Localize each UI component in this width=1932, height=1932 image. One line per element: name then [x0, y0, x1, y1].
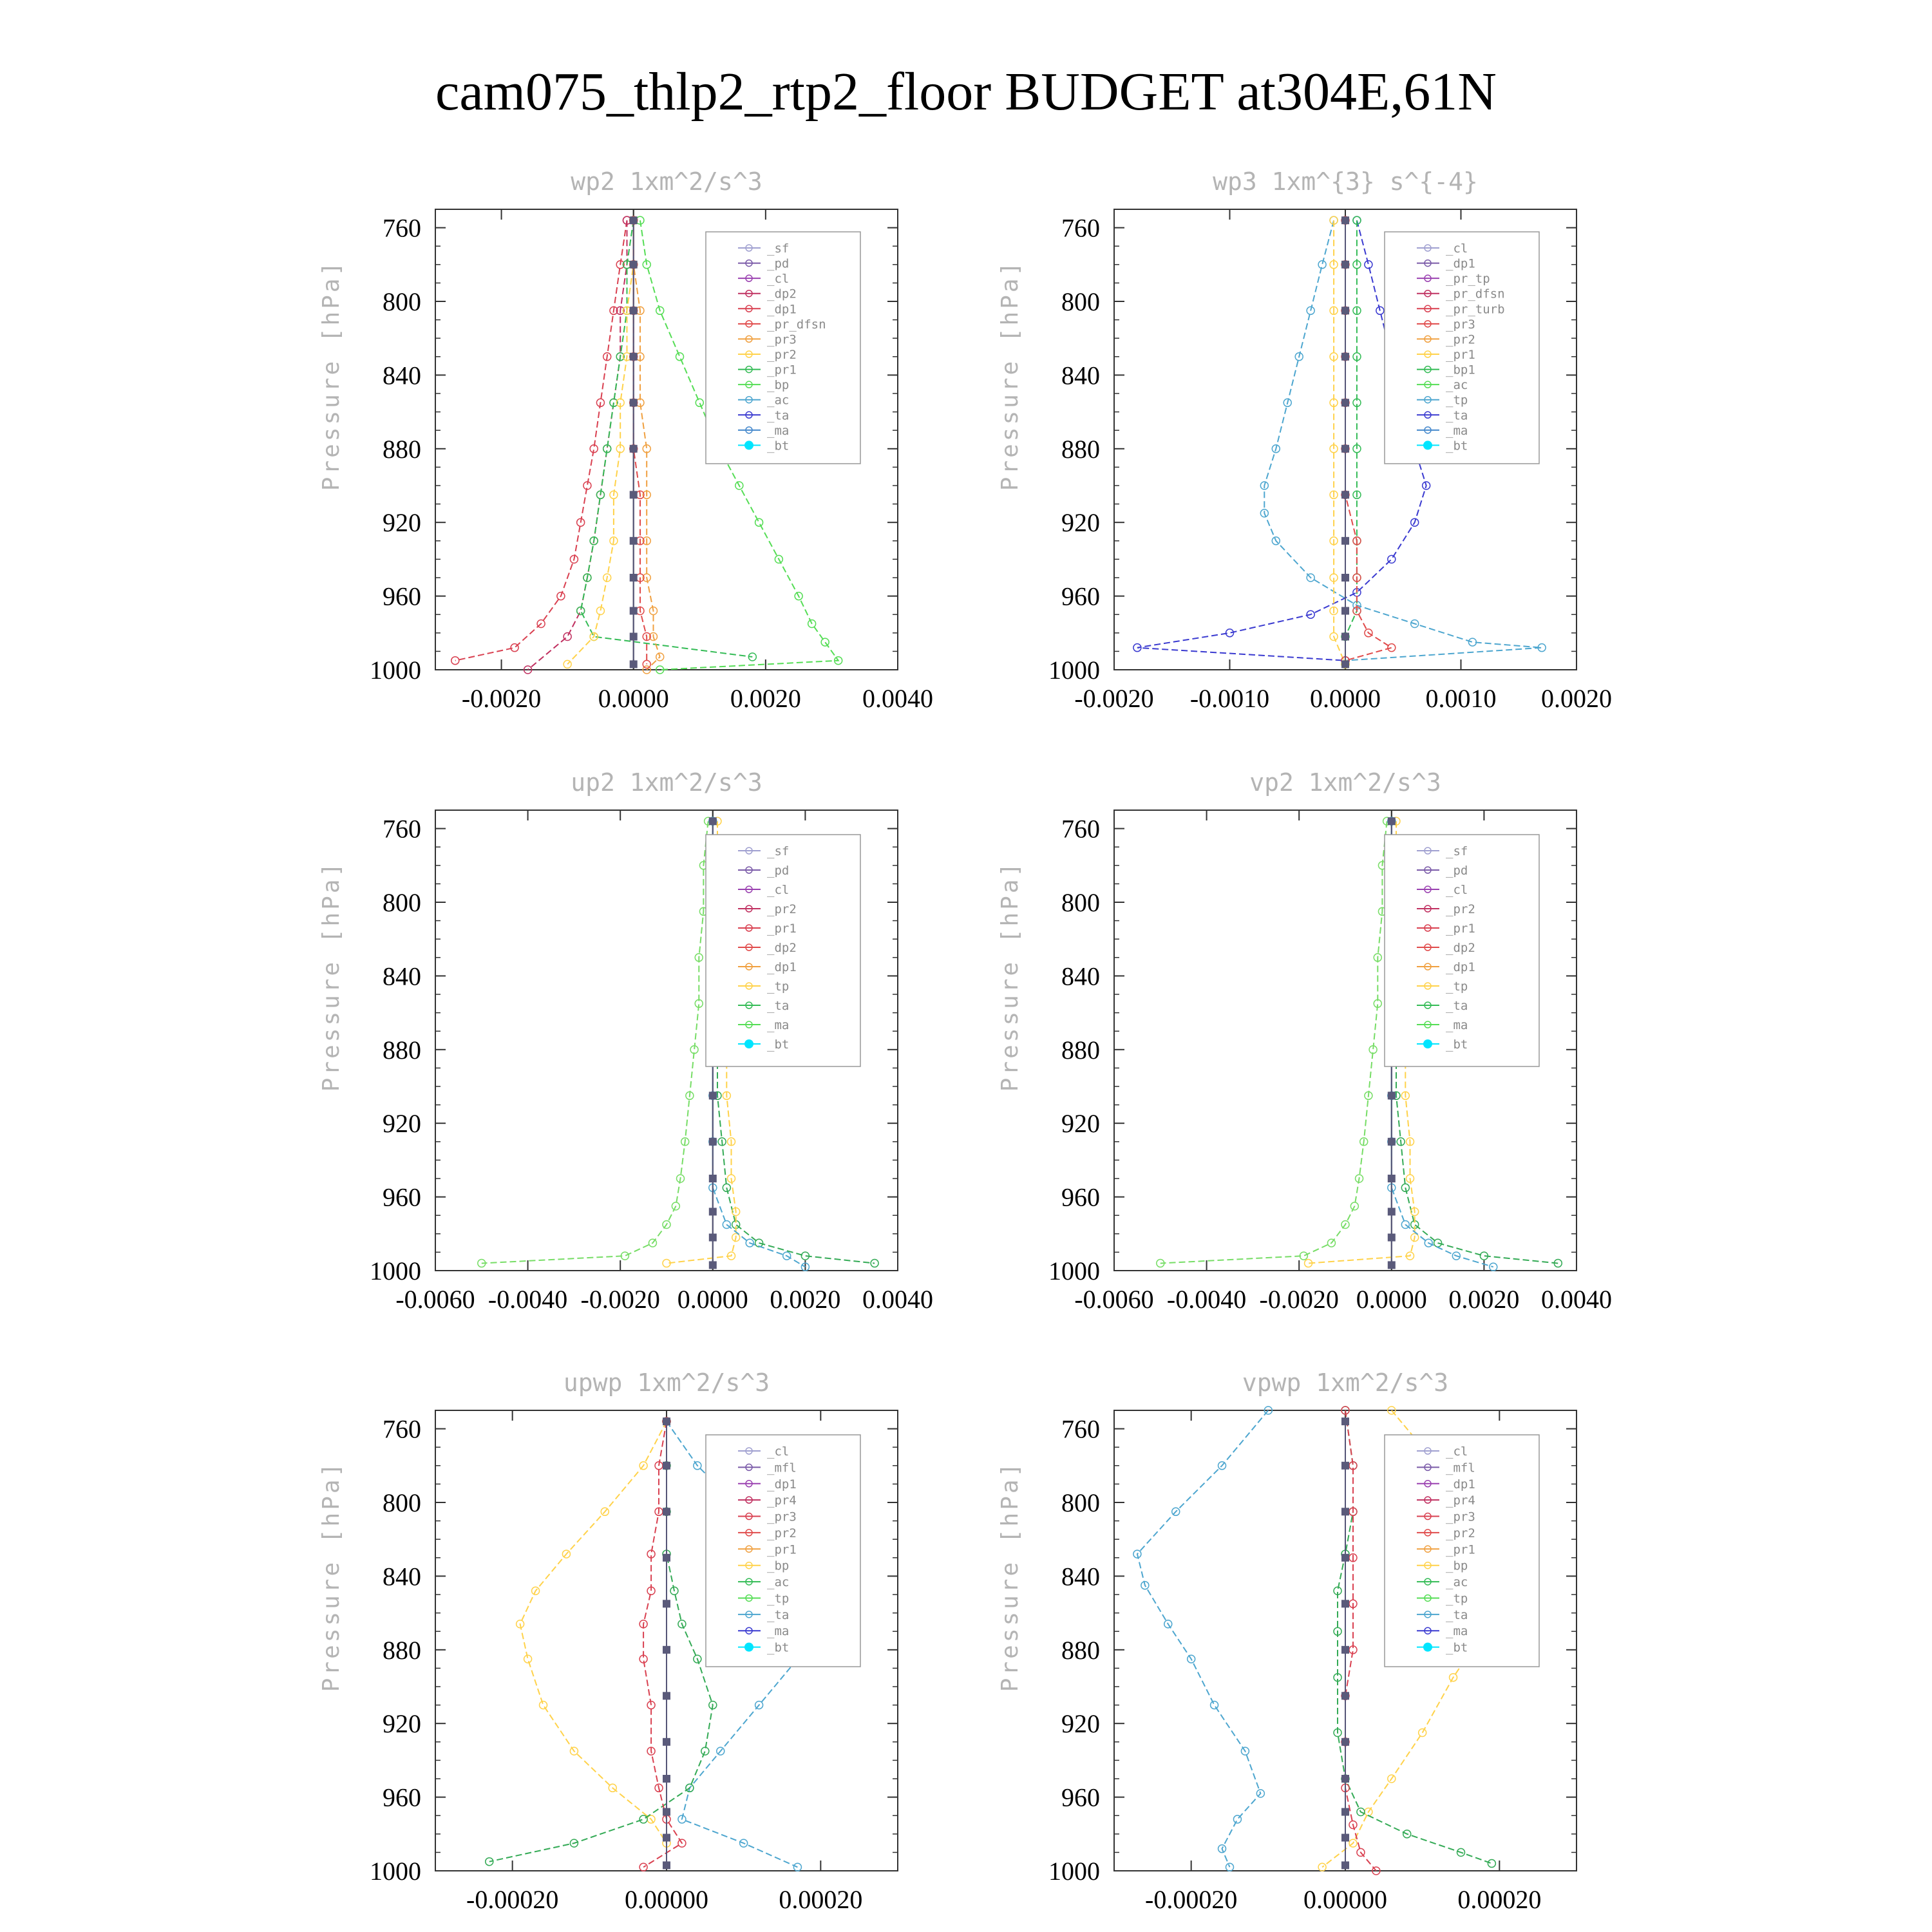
series-point — [793, 1863, 801, 1871]
x-tick-label: 0.0010 — [1425, 684, 1497, 713]
y-tick-label: 920 — [383, 1109, 421, 1139]
x-tick-label: 0.00000 — [1303, 1885, 1387, 1914]
y-tick-label: 840 — [1061, 961, 1100, 991]
legend-marker — [1423, 440, 1432, 450]
y-axis-label: Pressure [hPa] — [318, 259, 345, 491]
legend-entry: _cl — [767, 1444, 790, 1459]
legend-entry: _pr2 — [1446, 1526, 1475, 1540]
legend-entry: _pr3 — [767, 332, 797, 347]
legend-entry: _pr2 — [767, 348, 797, 362]
y-tick-label: 840 — [383, 961, 421, 991]
y-tick-label: 840 — [383, 361, 421, 390]
y-tick-label: 920 — [1061, 1109, 1100, 1139]
legend-entry: _ac — [1446, 1575, 1468, 1590]
series-point — [1388, 1261, 1396, 1269]
series-dp1 — [478, 817, 712, 1267]
series-point — [663, 1775, 670, 1783]
x-tick-label: -0.00020 — [1145, 1885, 1238, 1914]
legend — [1385, 835, 1539, 1066]
x-tick-label: -0.0020 — [461, 684, 542, 713]
series-point — [755, 518, 763, 526]
series-pr_dfsn — [630, 216, 651, 668]
legend-entry: _pr_dfsn — [1446, 287, 1505, 301]
legend-entry: _ta — [767, 408, 790, 423]
y-tick-label: 760 — [1061, 1414, 1100, 1444]
panel-title: up2 1xm^2/s^3 — [571, 768, 762, 797]
legend-entry: _cl — [767, 272, 790, 287]
panel-6 — [997, 1368, 1577, 1914]
x-tick-label: 0.0020 — [1448, 1285, 1520, 1314]
legend-entry: _dp1 — [1446, 256, 1475, 271]
legend-entry: _dp2 — [1446, 941, 1475, 955]
series-point — [709, 1208, 717, 1215]
series-point — [1341, 574, 1349, 582]
series-point — [1341, 1738, 1349, 1746]
series-point — [1388, 644, 1396, 652]
series-point — [630, 307, 638, 314]
series-point — [663, 1417, 670, 1425]
legend-entry: _dp1 — [767, 960, 797, 974]
y-tick-label: 880 — [1061, 1635, 1100, 1665]
y-tick-label: 1000 — [1048, 1857, 1100, 1886]
series-line — [489, 1421, 713, 1862]
y-tick-label: 920 — [1061, 508, 1100, 538]
y-tick-label: 880 — [383, 434, 421, 464]
legend-entry: _pr_tp — [1446, 272, 1490, 287]
series-point — [821, 638, 829, 646]
series-bp — [486, 1417, 717, 1866]
legend-entry: _dp2 — [767, 287, 797, 301]
legend-entry: _tp — [1446, 1591, 1468, 1606]
y-tick-label: 920 — [383, 1709, 421, 1739]
y-tick-label: 800 — [1061, 287, 1100, 316]
y-tick-label: 1000 — [370, 1256, 421, 1285]
series-line — [482, 821, 708, 1263]
panel-2 — [997, 167, 1612, 713]
legend-entry: _pr1 — [767, 1542, 797, 1557]
series-point — [1388, 817, 1396, 825]
y-tick-label: 960 — [1061, 582, 1100, 611]
series-point — [663, 1692, 670, 1700]
y-axis-label: Pressure [hPa] — [997, 259, 1023, 491]
series-point — [1341, 445, 1349, 453]
legend-entry: _pd — [767, 864, 790, 878]
series-point — [1488, 1860, 1495, 1868]
series-point — [630, 633, 638, 641]
y-tick-label: 1000 — [370, 656, 421, 685]
series-point — [1318, 261, 1326, 269]
legend-entry: _ma — [767, 1624, 790, 1639]
series-point — [1341, 1646, 1349, 1654]
series-point — [1233, 1815, 1241, 1823]
x-tick-label: -0.0020 — [580, 1285, 660, 1314]
y-axis-label: Pressure [hPa] — [997, 860, 1023, 1092]
y-tick-label: 920 — [383, 508, 421, 538]
series-point — [630, 353, 638, 361]
legend-entry: _pr4 — [767, 1493, 797, 1508]
y-tick-label: 800 — [383, 287, 421, 316]
series-dp1 — [1157, 817, 1391, 1267]
y-tick-label: 760 — [383, 213, 421, 243]
x-tick-label: -0.0060 — [395, 1285, 475, 1314]
legend-entry: _dp1 — [1446, 960, 1475, 974]
series-point — [1341, 491, 1349, 498]
series-point — [663, 1808, 670, 1815]
legend-marker — [1423, 1643, 1432, 1652]
y-tick-label: 880 — [1061, 1035, 1100, 1065]
series-line — [528, 220, 627, 670]
legend-entry: _mfl — [767, 1461, 797, 1475]
x-tick-label: -0.0040 — [1166, 1285, 1247, 1314]
series-pr4 — [639, 1417, 686, 1871]
y-tick-label: 880 — [383, 1035, 421, 1065]
x-tick-label: 0.0000 — [598, 684, 669, 713]
y-tick-label: 960 — [1061, 1182, 1100, 1212]
series-pr2 — [1330, 216, 1349, 668]
x-tick-label: 0.00020 — [779, 1885, 863, 1914]
series-point — [630, 537, 638, 545]
legend-entry: _sf — [767, 844, 790, 858]
legend-entry: _tp — [767, 980, 790, 994]
series-line — [520, 1421, 667, 1843]
series-point — [630, 607, 638, 614]
series-point — [630, 660, 638, 668]
legend-entry: _bt — [1446, 439, 1468, 453]
series-point — [696, 399, 703, 406]
series-line — [1160, 821, 1387, 1263]
series-point — [1388, 1138, 1396, 1146]
legend-entry: _ma — [767, 1018, 790, 1032]
series-point — [630, 445, 638, 453]
legend-entry: _dp2 — [767, 941, 797, 955]
series-point — [1211, 1701, 1218, 1709]
y-tick-label: 960 — [383, 582, 421, 611]
panel-title: vpwp 1xm^2/s^3 — [1242, 1368, 1449, 1397]
series-point — [1388, 1092, 1396, 1099]
series-point — [1341, 537, 1349, 545]
series-point — [630, 261, 638, 269]
series-point — [709, 1175, 717, 1182]
series-point — [1341, 307, 1349, 314]
legend-entry: _pr1 — [767, 363, 797, 377]
series-point — [1341, 607, 1349, 614]
legend — [1385, 232, 1539, 464]
y-tick-label: 920 — [1061, 1709, 1100, 1739]
legend-entry: _bt — [1446, 1640, 1468, 1655]
series-dp2 — [524, 216, 631, 674]
legend — [1385, 1435, 1539, 1667]
series-point — [701, 1747, 709, 1755]
legend-entry: _ac — [767, 1575, 790, 1590]
panel-title: vp2 1xm^2/s^3 — [1249, 768, 1441, 797]
x-tick-label: 0.0000 — [677, 1285, 748, 1314]
legend-entry: _dp1 — [1446, 1477, 1475, 1492]
series-point — [630, 399, 638, 406]
y-tick-label: 760 — [383, 814, 421, 844]
legend-entry: _bp — [767, 1558, 790, 1573]
y-tick-label: 1000 — [370, 1857, 421, 1886]
series-pr1 — [1341, 216, 1361, 668]
legend-entry: _pr2 — [767, 902, 797, 916]
legend-entry: _tp — [1446, 393, 1468, 408]
legend-entry: _tp — [1446, 980, 1468, 994]
legend-entry: _pr1 — [1446, 348, 1475, 362]
y-tick-label: 800 — [1061, 1488, 1100, 1517]
legend-entry: _cl — [767, 883, 790, 897]
series-point — [1341, 1417, 1349, 1425]
y-tick-label: 1000 — [1048, 1256, 1100, 1285]
series-point — [564, 633, 571, 641]
legend-entry: _pr_dfsn — [767, 317, 826, 332]
legend — [706, 835, 860, 1066]
x-tick-label: -0.0010 — [1189, 684, 1270, 713]
series-point — [1341, 1554, 1349, 1562]
series-point — [663, 1834, 670, 1842]
series-point — [1341, 1861, 1349, 1869]
series-point — [1341, 353, 1349, 361]
panel-title: wp3 1xm^{3} s^{-4} — [1213, 167, 1478, 196]
legend-entry: _ac — [767, 393, 790, 408]
y-tick-label: 1000 — [1048, 656, 1100, 685]
series-line — [1137, 220, 1426, 660]
series-point — [540, 1701, 547, 1709]
series-point — [1341, 1808, 1349, 1815]
legend-entry: _pr3 — [1446, 317, 1475, 332]
series-point — [1341, 1834, 1349, 1842]
x-tick-label: 0.0040 — [862, 684, 933, 713]
legend-entry: _tp — [767, 1591, 790, 1606]
x-tick-label: 0.0000 — [1310, 684, 1381, 713]
legend-entry: _sf — [1446, 844, 1468, 858]
legend-entry: _bt — [767, 1037, 790, 1052]
series-point — [709, 1234, 717, 1242]
y-tick-label: 960 — [1061, 1783, 1100, 1812]
figure-title: cam075_thlp2_rtp2_floor BUDGET at304E,61N — [435, 62, 1497, 122]
legend-entry: _pr3 — [1446, 1510, 1475, 1524]
legend-entry: _bp — [1446, 1558, 1468, 1573]
series-point — [1388, 1175, 1396, 1182]
y-tick-label: 840 — [1061, 361, 1100, 390]
legend-entry: _bt — [767, 439, 790, 453]
series-point — [1341, 216, 1349, 224]
series-point — [1341, 660, 1349, 668]
series-line — [567, 220, 634, 664]
legend-entry: _pr1 — [1446, 1542, 1475, 1557]
x-tick-label: 0.00000 — [625, 1885, 708, 1914]
x-tick-label: -0.0040 — [488, 1285, 568, 1314]
legend-entry: _bt — [767, 1640, 790, 1655]
series-tp — [1133, 1406, 1272, 1871]
y-tick-label: 840 — [383, 1562, 421, 1591]
x-tick-label: 0.0020 — [730, 684, 801, 713]
series-point — [1341, 1508, 1349, 1515]
legend-entry: _pr_turb — [1446, 302, 1505, 317]
y-tick-label: 800 — [383, 1488, 421, 1517]
series-line — [634, 220, 647, 664]
x-tick-label: -0.0060 — [1074, 1285, 1154, 1314]
series-point — [639, 1815, 647, 1823]
panel-4 — [997, 768, 1612, 1314]
series-point — [1388, 1234, 1396, 1242]
x-tick-label: 0.0040 — [862, 1285, 933, 1314]
y-tick-label: 800 — [1061, 888, 1100, 917]
legend-entry: _ma — [1446, 1624, 1468, 1639]
legend-entry: _pd — [1446, 864, 1468, 878]
series-point — [709, 1092, 717, 1099]
x-tick-label: -0.0020 — [1259, 1285, 1339, 1314]
legend-entry: _mfl — [1446, 1461, 1475, 1475]
series-point — [663, 1738, 670, 1746]
y-axis-label: Pressure [hPa] — [997, 1460, 1023, 1692]
series-point — [663, 1861, 670, 1869]
y-tick-label: 760 — [383, 1414, 421, 1444]
series-point — [1388, 555, 1396, 563]
y-tick-label: 760 — [1061, 213, 1100, 243]
panel-title: wp2 1xm^2/s^3 — [571, 167, 762, 196]
series-line — [455, 220, 627, 660]
legend-entry: _bt — [1446, 1037, 1468, 1052]
legend-entry: _ta — [1446, 999, 1468, 1013]
x-tick-label: 0.0020 — [770, 1285, 841, 1314]
legend-entry: _pd — [767, 256, 790, 271]
legend — [706, 1435, 860, 1667]
legend-entry: _pr4 — [1446, 1493, 1475, 1508]
legend-marker — [744, 440, 753, 450]
series-point — [663, 1462, 670, 1470]
legend-entry: _dp1 — [767, 1477, 797, 1492]
y-tick-label: 840 — [1061, 1562, 1100, 1591]
series-line — [1137, 1410, 1268, 1867]
series-point — [663, 1646, 670, 1654]
y-tick-label: 760 — [1061, 814, 1100, 844]
x-tick-label: 0.0020 — [1541, 684, 1612, 713]
legend-entry: _cl — [1446, 1444, 1468, 1459]
x-tick-label: -0.00020 — [466, 1885, 559, 1914]
legend-entry: _cl — [1446, 883, 1468, 897]
legend-entry: _pr1 — [1446, 922, 1475, 936]
series-point — [1341, 1462, 1349, 1470]
legend-entry: _pr2 — [1446, 902, 1475, 916]
series-point — [630, 216, 638, 224]
series-point — [1365, 261, 1372, 269]
legend-entry: _ta — [767, 1607, 790, 1622]
legend-entry: _dp1 — [767, 302, 797, 317]
series-point — [1341, 1775, 1349, 1783]
series-point — [663, 1554, 670, 1562]
legend-marker — [1423, 1039, 1432, 1048]
legend-entry: _pr2 — [767, 1526, 797, 1540]
y-axis-label: Pressure [hPa] — [318, 860, 345, 1092]
legend — [706, 232, 860, 464]
series-dp1 — [451, 216, 631, 665]
series-point — [663, 1600, 670, 1607]
legend-marker — [744, 1643, 753, 1652]
panel-title: upwp 1xm^2/s^3 — [563, 1368, 770, 1397]
legend-entry: _bp1 — [1446, 363, 1475, 377]
y-tick-label: 880 — [1061, 434, 1100, 464]
legend-entry: _ma — [1446, 423, 1468, 438]
legend-entry: _ac — [1446, 378, 1468, 393]
legend-entry: _pr2 — [1446, 332, 1475, 347]
series-point — [709, 1261, 717, 1269]
series-point — [1341, 1692, 1349, 1700]
y-tick-label: 960 — [383, 1783, 421, 1812]
series-point — [1388, 1208, 1396, 1215]
legend-entry: _pr1 — [767, 922, 797, 936]
series-point — [1468, 638, 1476, 646]
series-point — [1341, 261, 1349, 269]
legend-entry: _ta — [1446, 1607, 1468, 1622]
series-line — [1345, 1410, 1376, 1871]
legend-entry: _sf — [767, 242, 790, 256]
legend-entry: _ta — [767, 999, 790, 1013]
series-point — [1341, 1600, 1349, 1607]
legend-marker — [744, 1039, 753, 1048]
series-point — [1341, 633, 1349, 641]
x-tick-label: -0.0020 — [1074, 684, 1154, 713]
series-point — [630, 574, 638, 582]
series-point — [1341, 399, 1349, 406]
series-point — [643, 660, 650, 668]
series-point — [451, 657, 459, 665]
series-point — [709, 817, 717, 825]
series-point — [709, 1138, 717, 1146]
y-tick-label: 800 — [383, 888, 421, 917]
x-tick-label: 0.0040 — [1541, 1285, 1612, 1314]
series-point — [663, 1508, 670, 1515]
legend-entry: _ta — [1446, 408, 1468, 423]
legend-entry: _ma — [767, 423, 790, 438]
legend-entry: _cl — [1446, 242, 1468, 256]
legend-entry: _ma — [1446, 1018, 1468, 1032]
y-tick-label: 960 — [383, 1182, 421, 1212]
panel-3 — [318, 768, 933, 1314]
series-line — [643, 1421, 682, 1867]
x-tick-label: 0.0000 — [1356, 1285, 1427, 1314]
legend-entry: _bp — [767, 378, 790, 393]
y-axis-label: Pressure [hPa] — [318, 1460, 345, 1692]
panel-1 — [318, 167, 933, 713]
legend-entry: _pr3 — [767, 1510, 797, 1524]
series-pr1 — [516, 1417, 670, 1847]
panel-5 — [318, 1368, 898, 1914]
series-point — [630, 491, 638, 498]
y-tick-label: 880 — [383, 1635, 421, 1665]
x-tick-label: 0.00020 — [1457, 1885, 1542, 1914]
series-point — [676, 353, 684, 361]
